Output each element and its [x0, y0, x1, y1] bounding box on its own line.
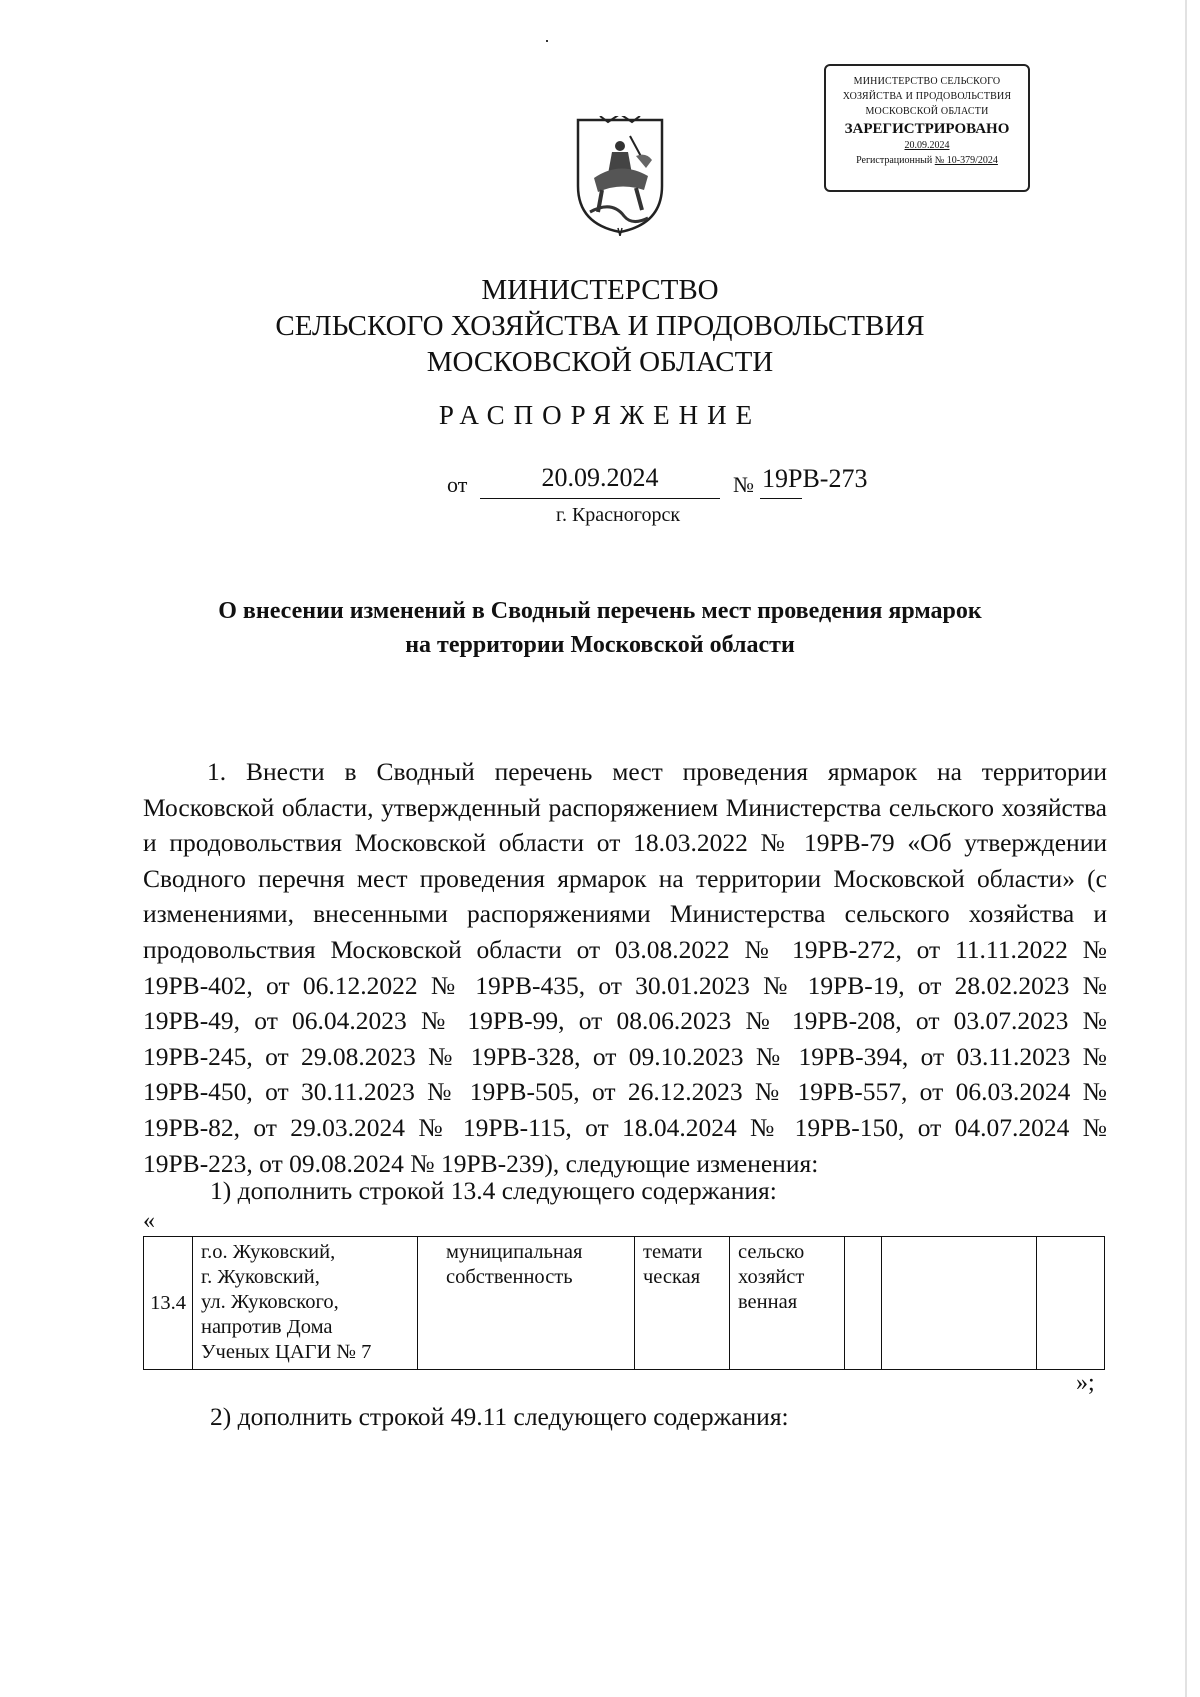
stamp-org-line: МОСКОВСКОЙ ОБЛАСТИ: [865, 106, 989, 117]
ministry-header: [0, 272, 1200, 380]
body-paragraph: [143, 754, 1107, 1181]
address-cell: г.о. Жуковский, г. Жуковский, ул. Жуковского, напротив Дома Ученых ЦАГИ № 7: [193, 1237, 418, 1370]
subject-line: О внесении изменений в Сводный перечень мест проведения ярмарок: [218, 598, 982, 624]
number-sign: №: [733, 472, 754, 497]
empty-cell: [1037, 1237, 1105, 1370]
document-date: 20.09.2024: [541, 463, 659, 492]
stamp-reg-label: Регистрационный: [856, 155, 933, 166]
registration-stamp: [824, 64, 1030, 192]
moscow-oblast-coat-of-arms-icon: [572, 116, 668, 236]
number-underline: [760, 498, 802, 499]
document-type-title: РАСПОРЯЖЕНИЕ: [438, 400, 762, 430]
fair-type-cell: темати ческая: [635, 1237, 730, 1370]
row-number-cell: 13.4: [144, 1237, 193, 1370]
paragraph-1: 1. Внести в Сводный перечень мест проведения ярмарок на территории Московской области, утвержденный распоряжением Министерства сельского хозяйства и продовольствия Московской области от 18.03.2022 № 19РВ-79 «Об утверждении Сводного перечня мест проведения ярмарок на территории Московской области» (с изменениями, внесенными распоряжениями Министерства сельского хозяйства и продовольствия Московской области от 03.08.2022 № 19РВ-272, от 11.11.2022 № 19РВ-402, от 06.12.2022 № 19РВ-435, от 30.01.2023 № 19РВ-19, от 28.02.2023 № 19РВ-49, от 06.04.2023 № 19РВ-99, от 08.06.2023 № 19РВ-208, от 03.07.2023 № 19РВ-245, от 29.08.2023 № 19РВ-328, от 09.10.2023 № 19РВ-394, от 03.11.2023 № 19РВ-450, от 30.11.2023 № 19РВ-505, от 26.12.2023 № 19РВ-557, от 06.03.2024 № 19РВ-82, от 29.03.2024 № 19РВ-115, от 18.04.2024 № 19РВ-150, от 04.07.2024 № 19РВ-223, от 09.08.2024 № 19РВ-239), следующие изменения:: [143, 757, 1107, 1178]
ministry-header-line: СЕЛЬСКОГО ХОЗЯЙСТВА И ПРОДОВОЛЬСТВИЯ: [275, 310, 925, 342]
ministry-header-line: МОСКОВСКОЙ ОБЛАСТИ: [426, 346, 774, 378]
scan-edge-line: [1185, 0, 1187, 1697]
empty-cell: [845, 1237, 882, 1370]
stamp-status: ЗАРЕГИСТРИРОВАНО: [844, 121, 1010, 137]
specialization-cell: сельско хозяйст венная: [730, 1237, 845, 1370]
item-1: 1) дополнить строкой 13.4 следующего содержания:: [210, 1176, 777, 1205]
empty-cell: [882, 1237, 1037, 1370]
ministry-header-line: МИНИСТЕРСТВО: [481, 274, 719, 306]
date-prefix: от: [447, 472, 468, 497]
open-quote: «: [143, 1208, 155, 1234]
ownership-cell: муниципальная собственность: [418, 1237, 635, 1370]
stamp-organization: [826, 74, 1028, 119]
subject-line: на территории Московской области: [405, 632, 795, 658]
document-subject: [0, 594, 1200, 662]
stamp-org-line: МИНИСТЕРСТВО СЕЛЬСКОГО: [853, 76, 1001, 87]
stamp-reg-number: [826, 155, 1028, 166]
close-quote: »;: [1076, 1370, 1095, 1396]
item-2: 2) дополнить строкой 49.11 следующего содержания:: [210, 1402, 789, 1431]
document-number: 19РВ-273: [762, 464, 868, 493]
table-row: [144, 1237, 1105, 1370]
document-city: г. Красногорск: [556, 504, 681, 526]
scan-speck: [546, 40, 548, 42]
date-underline: [480, 498, 720, 499]
stamp-org-line: ХОЗЯЙСТВА И ПРОДОВОЛЬСТВИЯ: [842, 91, 1012, 102]
stamp-date: 20.09.2024: [904, 140, 950, 151]
stamp-reg-value: № 10-379/2024: [934, 155, 998, 166]
inserted-row-table: [143, 1236, 1105, 1370]
